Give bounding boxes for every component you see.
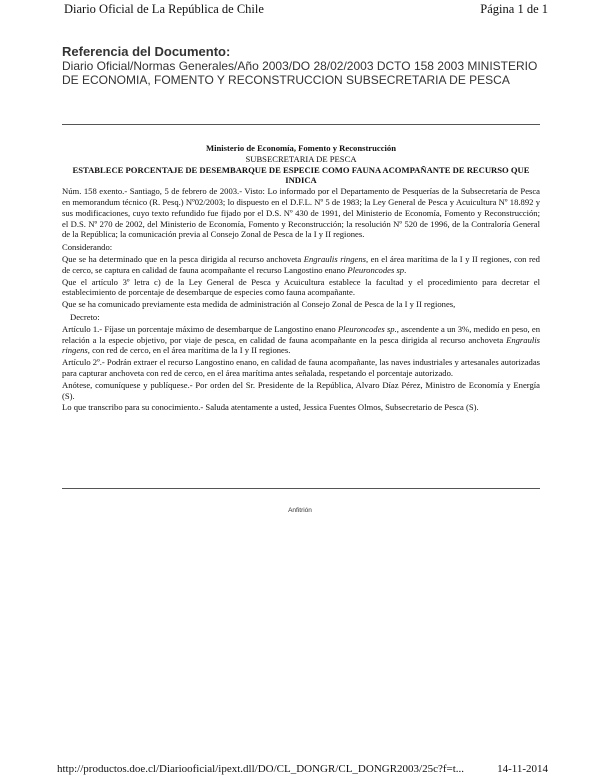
reference-title: Referencia del Documento: xyxy=(62,44,231,59)
articulo-2: Artículo 2º.- Podrán extraer el recurso Langostino enano, en calidad de fauna acompañante, las naves industriales y artesanales autorizadas para capturar anchoveta con red de cerco, en el área marítima antes señalada, respetando el porcentaje autorizado. xyxy=(62,357,540,378)
document-reference xyxy=(62,44,542,87)
decree-body xyxy=(62,143,540,414)
top-divider xyxy=(62,124,540,125)
page-number: Página 1 de 1 xyxy=(480,2,548,16)
decreto-label: Decreto: xyxy=(70,311,100,322)
bottom-divider xyxy=(62,488,540,489)
subsecretaria-name: SUBSECRETARIA DE PESCA xyxy=(245,153,357,164)
decree-intro: Núm. 158 exento.- Santiago, 5 de febrero de 2003.- Visto: Lo informado por el Departamento de Pesquerías de la Subsecretaría de Pesca en memorandum técnico (R. Pesq.) Nº02/2003; lo dispuesto en el D.F.L. Nº 5 de 1983; la Ley General de Pesca y Acuicultura Nº 18.892 y sus modificaciones, cuyo texto refundido fue fijado por el D.S. Nº 430 de 1991, del Ministerio de Economía, Fomento y Reconstrucción; el D.S. Nº 270 de 2002, del Ministerio de Economía, Fomento y Reconstrucción; la resolución Nº 520 de 1996, de la Contraloría General de la República; la comunicación previa al Consejo Zonal de Pesca de la I y II regiones. xyxy=(62,186,540,240)
anfitrion-label: Anfitrión xyxy=(288,507,312,514)
considerando-label: Considerando: xyxy=(62,242,113,253)
footer-url: http://productos.doe.cl/Diariooficial/ipext.dll/DO/CL_DONGR/CL_DONGR2003/25c?f=t... xyxy=(57,763,465,775)
considerando-1: Que se ha determinado que en la pesca dirigida al recurso anchoveta Engraulis ringens, en el área marítima de la I y II regiones, con red de cerco, se captura en calidad de fauna acompañante el recurso Langostino enano Pleuroncodes sp. xyxy=(62,253,540,275)
considerando-3: Que se ha comunicado previamente esta medida de administración al Consejo Zonal de Pesca de la I y II regiones, xyxy=(62,299,456,310)
closing-order: Anótese, comuníquese y publíquese.- Por orden del Sr. Presidente de la República, Alvaro Díaz Pérez, Ministro de Economía y Energía (S). xyxy=(62,379,540,401)
articulo-1: Artículo 1.- Fíjase un porcentaje máximo de desembarque de Langostino enano Pleuroncodes sp., ascendente a un 3%, medido en peso, en relación a la especie objetivo, por viaje de pesca, en calidad de fauna acompañante en la pesca dirigida al recurso anchoveta Engraulis ringens, con red de cerco, en el área marítima de la I y II regiones. xyxy=(62,323,540,356)
page-header-title: Diario Oficial de La República de Chile xyxy=(64,2,264,16)
ministry-name: Ministerio de Economía, Fomento y Reconstrucción xyxy=(206,143,396,153)
decree-heading: ESTABLECE PORCENTAJE DE DESEMBARQUE DE ESPECIE COMO FAUNA ACOMPAÑANTE DE RECURSO QUE INDICA xyxy=(72,164,530,186)
footer-date: 14-11-2014 xyxy=(497,763,548,775)
reference-body: Diario Oficial/Normas Generales/Año 2003/DO 28/02/2003 DCTO 158 2003 MINISTERIO DE ECONOMIA, FOMENTO Y RECONSTRUCCION SUBSECRETARIA DE PESCA xyxy=(62,59,538,87)
considerando-2: Que el artículo 3º letra c) de la Ley General de Pesca y Acuicultura establece la facultad y el procedimiento para decretar el establecimiento de porcentaje de desembarque de especies como fauna acompañante. xyxy=(62,276,540,298)
closing-signature: Lo que transcribo para su conocimiento.- Saluda atentamente a usted, Jessica Fuentes Olmos, Subsecretario de Pesca (S). xyxy=(62,402,479,413)
